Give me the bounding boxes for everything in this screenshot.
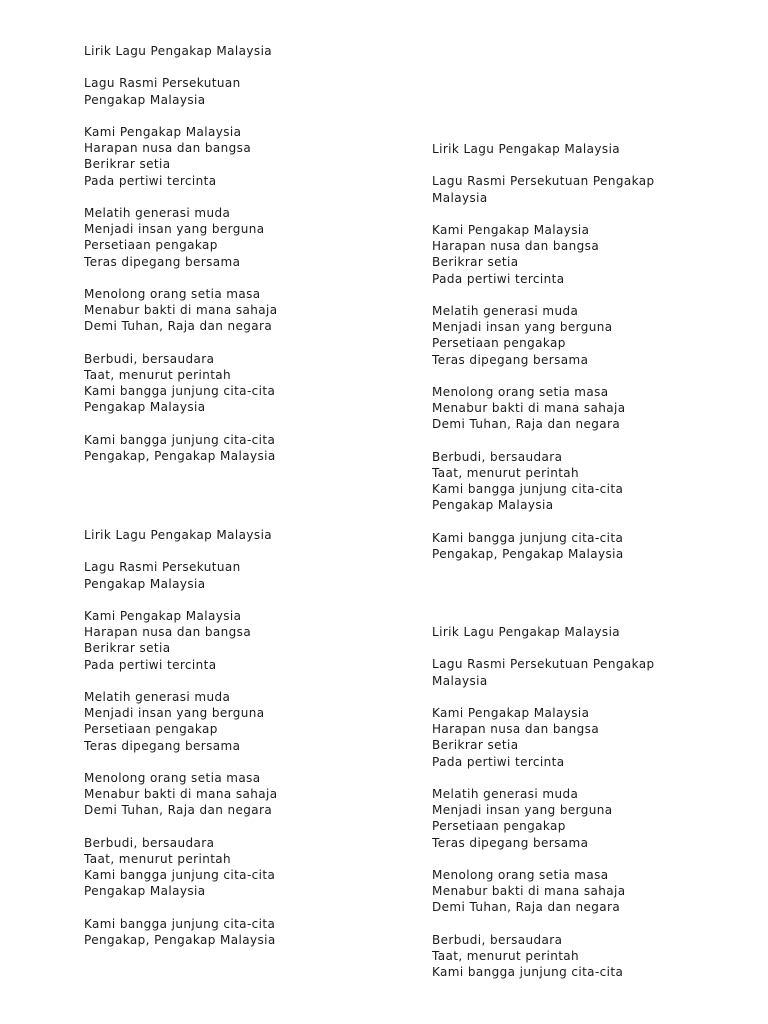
lyric-line: Menabur bakti di mana sahaja xyxy=(432,884,626,899)
lyric-line: Pengakap Malaysia xyxy=(84,92,206,107)
lyric-line: Berbudi, bersaudara xyxy=(84,351,215,366)
document-title: Lirik Lagu Pengakap Malaysia xyxy=(432,142,621,156)
stanza-gap xyxy=(84,900,277,916)
lyric-line: Teras dipegang bersama xyxy=(84,254,241,269)
lyric-line: Pada pertiwi tercinta xyxy=(84,173,217,188)
lyric-line: Taat, menurut perintah xyxy=(84,367,232,382)
lyric-line: Kami bangga junjung cita-cita xyxy=(84,916,276,931)
lyric-line: Kami Pengakap Malaysia xyxy=(84,124,242,139)
lyric-line: Harapan nusa dan bangsa xyxy=(432,722,600,737)
lyric-line: Lagu Rasmi Persekutuan xyxy=(84,76,241,91)
lyric-line: Berbudi, bersaudara xyxy=(84,835,215,850)
lyric-line: Harapan nusa dan bangsa xyxy=(432,239,600,254)
lyric-line: Pada pertiwi tercinta xyxy=(84,657,217,672)
stanza-gap xyxy=(432,157,655,173)
lyric-line: Menolong orang setia masa xyxy=(84,770,261,785)
lyric-line: Lagu Rasmi Persekutuan Pengakap xyxy=(432,657,655,672)
lyric-line: Kami Pengakap Malaysia xyxy=(432,705,590,720)
stanza-gap xyxy=(432,770,655,786)
stanza-gap xyxy=(84,592,277,608)
lyrics-block-3 xyxy=(84,527,277,948)
stanza-gap xyxy=(84,108,277,124)
stanza-gap xyxy=(84,754,277,770)
lyric-line: Teras dipegang bersama xyxy=(432,835,589,850)
lyric-line: Demi Tuhan, Raja dan negara xyxy=(84,803,273,818)
document-title: Lirik Lagu Pengakap Malaysia xyxy=(432,625,621,639)
stanza-gap xyxy=(84,416,277,432)
lyric-line: Berikrar setia xyxy=(84,641,171,656)
lyric-line: Pengakap Malaysia xyxy=(84,400,206,415)
lyric-line: Kami bangga junjung cita-cita xyxy=(84,384,276,399)
stanza-gap xyxy=(84,819,277,835)
lyric-line: Melatih generasi muda xyxy=(432,786,579,801)
lyric-line: Melatih generasi muda xyxy=(84,205,231,220)
stanza-gap xyxy=(432,640,655,656)
lyric-line: Lagu Rasmi Persekutuan Pengakap xyxy=(432,174,655,189)
lyrics-block-4 xyxy=(432,624,655,980)
lyric-line: Lagu Rasmi Persekutuan xyxy=(84,560,241,575)
lyric-line: Demi Tuhan, Raja dan negara xyxy=(432,417,621,432)
lyric-line: Demi Tuhan, Raja dan negara xyxy=(84,319,273,334)
lyric-line: Menabur bakti di mana sahaja xyxy=(84,303,278,318)
stanza-gap xyxy=(432,514,655,530)
lyric-line: Teras dipegang bersama xyxy=(432,352,589,367)
lyrics-block-2 xyxy=(432,141,655,562)
stanza-gap xyxy=(84,189,277,205)
lyric-line: Menabur bakti di mana sahaja xyxy=(84,787,278,802)
lyric-line: Persetiaan pengakap xyxy=(432,336,566,351)
lyric-line: Persetiaan pengakap xyxy=(84,238,218,253)
lyric-line: Pada pertiwi tercinta xyxy=(432,271,565,286)
lyric-line: Menolong orang setia masa xyxy=(432,384,609,399)
stanza-gap xyxy=(432,851,655,867)
lyric-line: Pengakap, Pengakap Malaysia xyxy=(84,932,276,947)
lyric-line: Menolong orang setia masa xyxy=(84,286,261,301)
stanza-gap xyxy=(84,270,277,286)
lyric-line: Kami bangga junjung cita-cita xyxy=(84,432,276,447)
lyric-line: Kami bangga junjung cita-cita xyxy=(84,868,276,883)
stanza-gap xyxy=(432,368,655,384)
lyric-line: Kami Pengakap Malaysia xyxy=(432,222,590,237)
lyric-line: Pengakap Malaysia xyxy=(432,498,554,513)
stanza-gap xyxy=(84,59,277,75)
lyric-line: Pengakap, Pengakap Malaysia xyxy=(84,448,276,463)
stanza-gap xyxy=(432,206,655,222)
lyric-line: Persetiaan pengakap xyxy=(84,722,218,737)
lyric-line: Harapan nusa dan bangsa xyxy=(84,625,252,640)
lyric-line: Berbudi, bersaudara xyxy=(432,932,563,947)
lyric-line: Kami bangga junjung cita-cita xyxy=(432,482,624,497)
document-title: Lirik Lagu Pengakap Malaysia xyxy=(84,44,273,58)
lyric-line: Taat, menurut perintah xyxy=(432,948,580,963)
lyric-line: Kami bangga junjung cita-cita xyxy=(432,530,624,545)
lyric-line: Berikrar setia xyxy=(84,157,171,172)
lyric-line: Pengakap Malaysia xyxy=(84,884,206,899)
lyric-line: Menabur bakti di mana sahaja xyxy=(432,401,626,416)
lyric-line: Pengakap Malaysia xyxy=(84,576,206,591)
lyric-line: Kami bangga junjung cita-cita xyxy=(432,965,624,980)
lyric-line: Persetiaan pengakap xyxy=(432,819,566,834)
stanza-gap xyxy=(84,335,277,351)
stanza-gap xyxy=(84,673,277,689)
lyric-line: Berbudi, bersaudara xyxy=(432,449,563,464)
lyric-line: Taat, menurut perintah xyxy=(84,851,232,866)
lyric-line: Pengakap, Pengakap Malaysia xyxy=(432,546,624,561)
stanza-gap xyxy=(84,543,277,559)
lyric-line: Taat, menurut perintah xyxy=(432,465,580,480)
lyric-line: Harapan nusa dan bangsa xyxy=(84,141,252,156)
lyric-line: Menolong orang setia masa xyxy=(432,867,609,882)
stanza-gap xyxy=(432,287,655,303)
lyric-line: Berikrar setia xyxy=(432,255,519,270)
stanza-gap xyxy=(432,916,655,932)
lyric-line: Menjadi insan yang berguna xyxy=(432,803,613,818)
lyric-line: Menjadi insan yang berguna xyxy=(432,320,613,335)
lyric-line: Menjadi insan yang berguna xyxy=(84,706,265,721)
lyric-line: Pada pertiwi tercinta xyxy=(432,754,565,769)
stanza-gap xyxy=(432,433,655,449)
lyric-line: Melatih generasi muda xyxy=(432,303,579,318)
lyric-line: Malaysia xyxy=(432,190,488,205)
lyric-line: Demi Tuhan, Raja dan negara xyxy=(432,900,621,915)
lyric-line: Melatih generasi muda xyxy=(84,689,231,704)
lyric-line: Kami Pengakap Malaysia xyxy=(84,608,242,623)
lyrics-block-1 xyxy=(84,43,277,464)
lyric-line: Teras dipegang bersama xyxy=(84,738,241,753)
document-title: Lirik Lagu Pengakap Malaysia xyxy=(84,528,273,542)
stanza-gap xyxy=(432,689,655,705)
lyric-line: Malaysia xyxy=(432,673,488,688)
lyric-line: Menjadi insan yang berguna xyxy=(84,222,265,237)
lyric-line: Berikrar setia xyxy=(432,738,519,753)
